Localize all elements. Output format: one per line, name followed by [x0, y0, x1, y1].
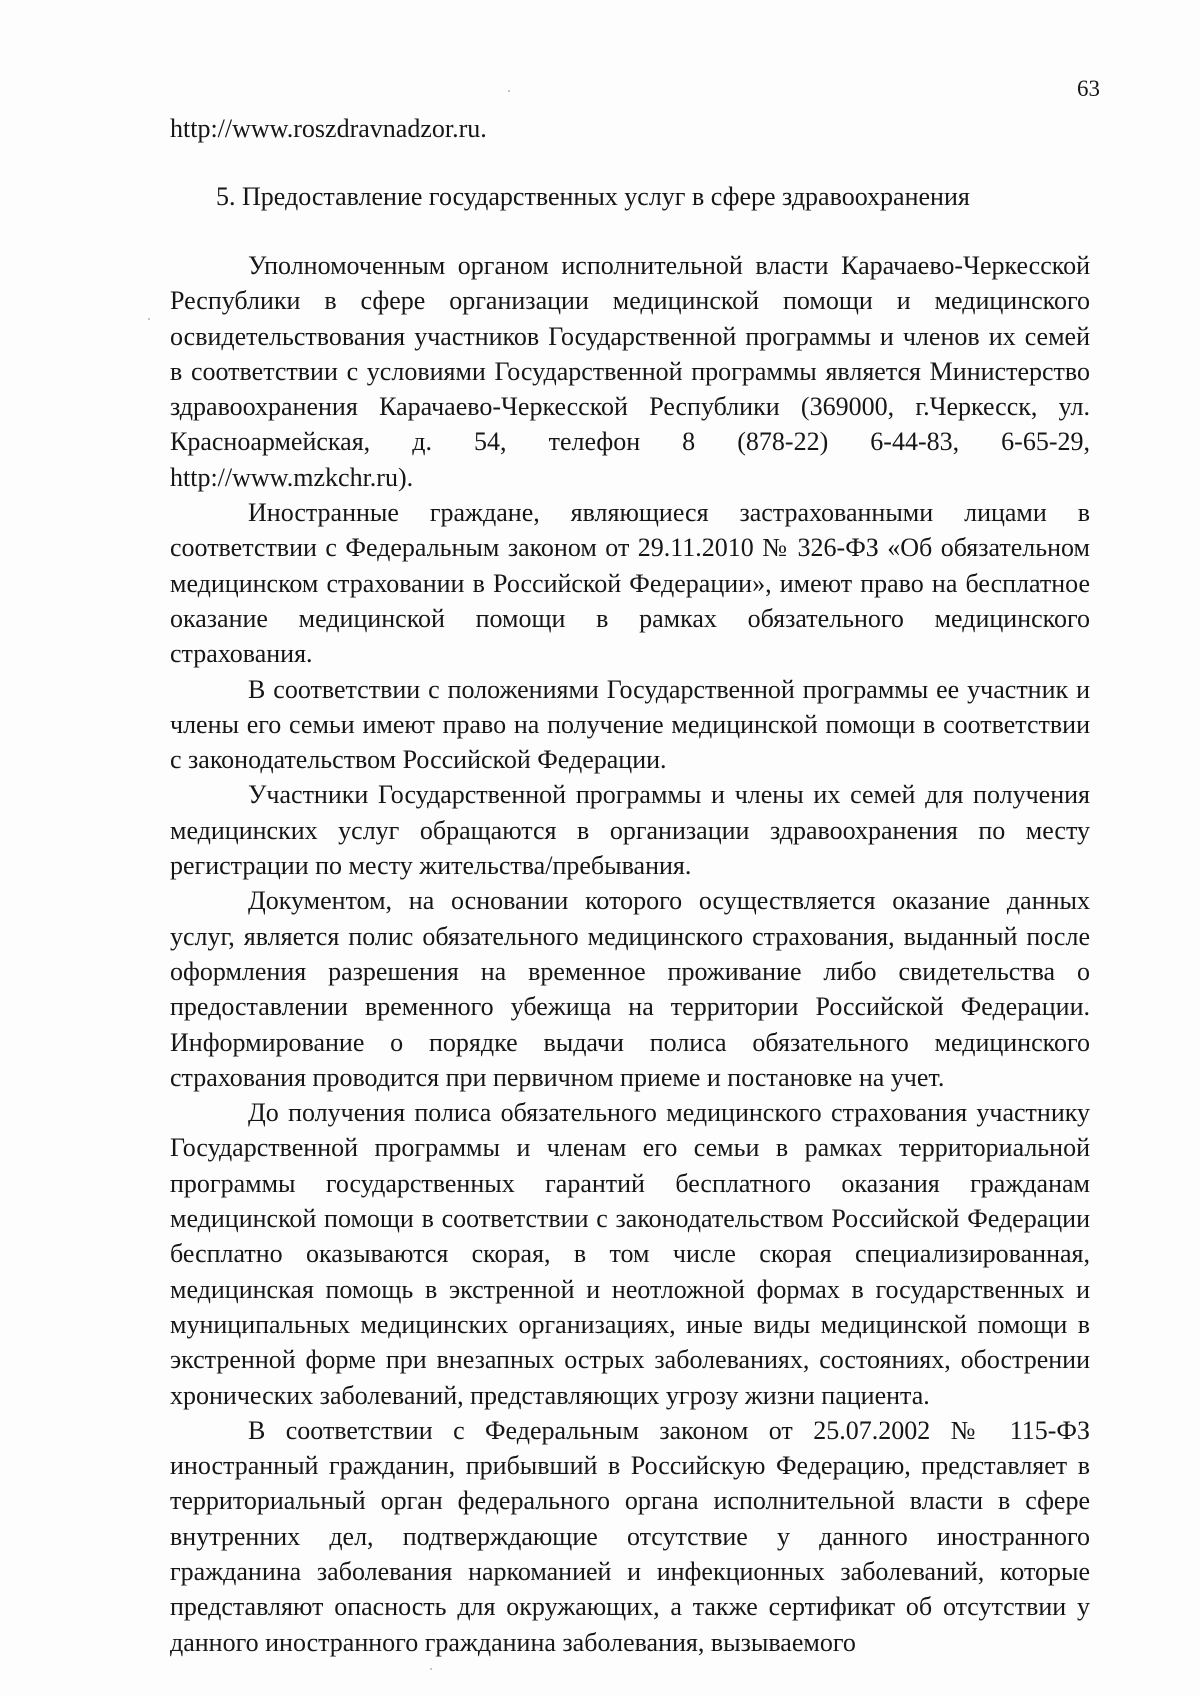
paragraph: В соответствии с Федеральным законом от 25.07.2002 № 115-ФЗ иностранный гражданин, прибывший в Российскую Федерацию, представляет в территориальный орган федерального органа исполнительной власти в сфере внутренних дел, подтверждающие отсутствие у данного иностранного гражданина заболевания наркоманией и инфекционных заболеваний, которые представляют опасность для окружающих, а также сертификат об отсутствии у данного иностранного гражданина заболевания, вызываемого — [170, 1415, 1090, 1657]
paragraph: Участники Государственной программы и члены их семей для получения медицинских услуг обращаются в организации здравоохранения по месту регистрации по месту жительства/пребывания. — [170, 780, 1090, 881]
url-text: http://www.roszdravnadzor.ru. — [170, 114, 487, 143]
scan-speck — [508, 90, 510, 92]
paragraph: Иностранные граждане, являющиеся застрахованными лицами в соответствии с Федеральным законом от 29.11.2010 № 326-ФЗ «Об обязательном медицинском страховании в Российской Федерации», имеют право на бесплатное оказание медицинской помощи в рамках обязательного медицинского страхования. — [170, 498, 1090, 669]
paragraph: В соответствии с положениями Государственной программы ее участник и члены его семьи имеют право на получение медицинской помощи в соответствии с законодательством Российской Федерации. — [170, 674, 1090, 775]
scan-speck — [148, 318, 150, 320]
section-heading: 5. Предоставление государственных услуг в сфере здравоохранения — [216, 182, 970, 211]
paragraph: До получения полиса обязательного медицинского страхования участнику Государственной программы и членам его семьи в рамках территориальной программы государственных гарантий бесплатного оказания гражданам медицинской помощи в соответствии с законодательством Российской Федерации бесплатно оказываются скорая, в том числе скорая специализированная, медицинская помощь в экстренной и неотложной формах в государственных и муниципальных медицинских организациях, иные виды медицинской помощи в экстренной форме при внезапных острых заболеваниях, состояниях, обострении хронических заболеваний, представляющих угрозу жизни пациента. — [170, 1098, 1090, 1410]
page-number: 63 — [1077, 76, 1100, 101]
body-text — [170, 248, 1090, 1660]
scan-speck — [430, 1668, 432, 1670]
paragraph: Документом, на основании которого осуществляется оказание данных услуг, является полис обязательного медицинского страхования, выданный после оформления разрешения на временное проживание либо свидетельства о предоставлении временного убежища на территории Российской Федерации. Информирование о порядке выдачи полиса обязательного медицинского страхования проводится при первичном приеме и постановке на учет. — [170, 886, 1090, 1092]
paragraph: Уполномоченным органом исполнительной власти Карачаево-Черкесской Республики в сфере организации медицинской помощи и медицинского освидетельствования участников Государственной программы и членов их семей в соответствии с условиями Государственной программы является Министерство здравоохранения Карачаево-Черкесской Республики (369000, г.Черкесск, ул. Красноармейская, д. 54, телефон 8 (878-22) 6-44-83, 6-65-29, http://www.mzkchr.ru). — [170, 251, 1090, 492]
